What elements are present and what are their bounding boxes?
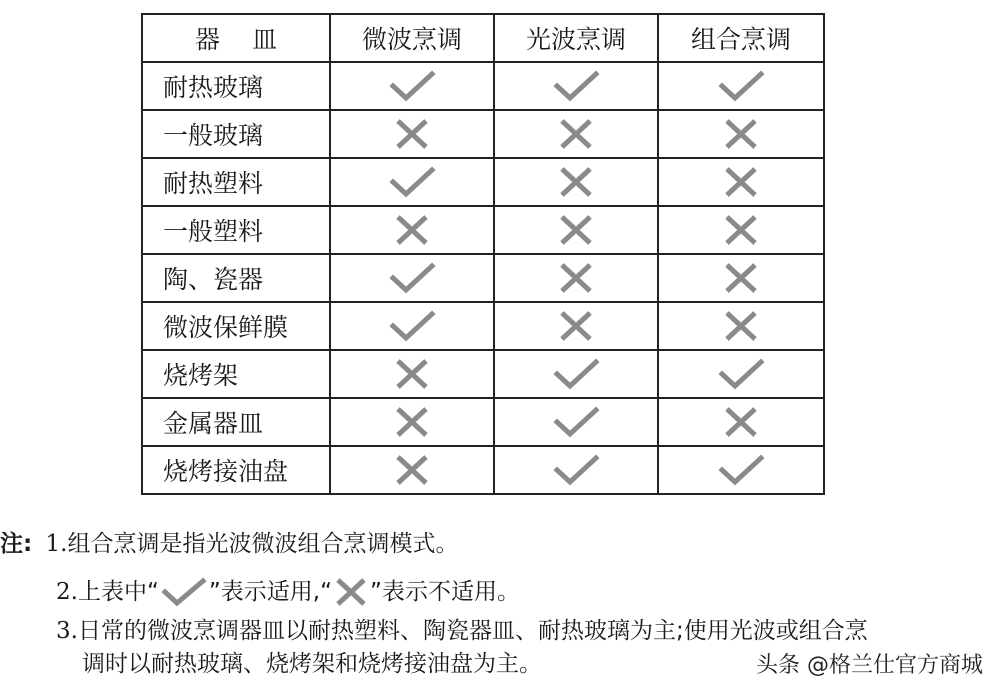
note-2-text-c: ”表示不适用。 — [370, 579, 520, 605]
note-1-number: 1. — [45, 531, 68, 557]
cross-icon — [723, 309, 759, 343]
note-3 — [56, 620, 868, 643]
suitability-cell — [330, 206, 494, 254]
table-row — [142, 158, 824, 206]
cross-icon — [723, 117, 759, 151]
suitability-cell — [658, 158, 824, 206]
utensil-table — [141, 13, 825, 495]
check-icon — [552, 405, 600, 439]
suitability-cell — [330, 446, 494, 494]
note-3-number: 3. — [56, 618, 78, 644]
cross-icon — [723, 213, 759, 247]
note-2-text-a: 上表中“ — [77, 579, 159, 605]
header-light-wave: 光波烹调 — [494, 14, 658, 62]
material-name: 金属器皿 — [142, 398, 330, 446]
table-header-row — [142, 14, 824, 62]
table-row — [142, 206, 824, 254]
note-3-continued — [82, 653, 542, 676]
cross-icon — [723, 405, 759, 439]
suitability-cell — [658, 254, 824, 302]
suitability-cell — [330, 158, 494, 206]
check-icon — [717, 69, 765, 103]
check-icon — [717, 453, 765, 487]
suitability-cell — [658, 302, 824, 350]
header-combination: 组合烹调 — [658, 14, 824, 62]
material-name: 烧烤接油盘 — [142, 446, 330, 494]
notes-label: 注: — [0, 531, 33, 557]
suitability-cell — [658, 110, 824, 158]
cross-icon — [558, 213, 594, 247]
check-icon — [388, 309, 436, 343]
table-row — [142, 302, 824, 350]
note-1-text: 组合烹调是指光波微波组合烹调模式。 — [67, 531, 459, 557]
cross-icon — [558, 309, 594, 343]
note-3-line-2: 调时以耐热玻璃、烧烤架和烧烤接油盘为主。 — [82, 651, 542, 677]
table-row — [142, 446, 824, 494]
material-name: 陶、瓷器 — [142, 254, 330, 302]
header-microwave: 微波烹调 — [330, 14, 494, 62]
note-2 — [56, 577, 520, 612]
cross-icon — [394, 117, 430, 151]
cross-icon — [723, 261, 759, 295]
suitability-cell — [494, 206, 658, 254]
check-icon — [552, 453, 600, 487]
suitability-cell — [494, 398, 658, 446]
check-icon — [388, 261, 436, 295]
cross-icon — [394, 357, 430, 391]
suitability-cell — [658, 350, 824, 398]
suitability-cell — [330, 302, 494, 350]
suitability-cell — [330, 254, 494, 302]
table-row — [142, 62, 824, 110]
table-row — [142, 350, 824, 398]
check-icon — [388, 165, 436, 199]
suitability-cell — [494, 158, 658, 206]
material-name: 耐热塑料 — [142, 158, 330, 206]
note-2-text-b: ”表示适用,“ — [208, 579, 333, 605]
cross-icon — [558, 165, 594, 199]
suitability-cell — [658, 398, 824, 446]
note-1 — [0, 533, 458, 556]
cross-icon — [723, 165, 759, 199]
suitability-cell — [494, 350, 658, 398]
check-icon — [552, 69, 600, 103]
material-name: 微波保鲜膜 — [142, 302, 330, 350]
suitability-cell — [494, 302, 658, 350]
suitability-cell — [494, 446, 658, 494]
table-row — [142, 110, 824, 158]
check-icon — [388, 69, 436, 103]
cross-icon — [394, 213, 430, 247]
suitability-cell — [330, 62, 494, 110]
watermark: 头条 @格兰仕官方商城 — [756, 653, 983, 678]
suitability-cell — [658, 206, 824, 254]
suitability-cell — [494, 254, 658, 302]
suitability-cell — [658, 62, 824, 110]
note-3-line-1: 日常的微波烹调器皿以耐热塑料、陶瓷器皿、耐热玻璃为主;使用光波或组合烹 — [77, 618, 868, 644]
suitability-cell — [494, 110, 658, 158]
suitability-cell — [330, 398, 494, 446]
material-name: 一般塑料 — [142, 206, 330, 254]
header-utensil: 器皿 — [142, 14, 330, 62]
material-name: 一般玻璃 — [142, 110, 330, 158]
cross-icon — [334, 577, 368, 612]
suitability-cell — [494, 62, 658, 110]
suitability-cell — [330, 350, 494, 398]
cross-icon — [558, 261, 594, 295]
note-2-number: 2. — [56, 579, 78, 605]
table-row — [142, 398, 824, 446]
material-name: 耐热玻璃 — [142, 62, 330, 110]
check-icon — [552, 357, 600, 391]
cross-icon — [394, 453, 430, 487]
suitability-cell — [658, 446, 824, 494]
suitability-cell — [330, 110, 494, 158]
cross-icon — [394, 405, 430, 439]
table-row — [142, 254, 824, 302]
check-icon — [717, 357, 765, 391]
cross-icon — [558, 117, 594, 151]
material-name: 烧烤架 — [142, 350, 330, 398]
check-icon — [161, 577, 207, 612]
